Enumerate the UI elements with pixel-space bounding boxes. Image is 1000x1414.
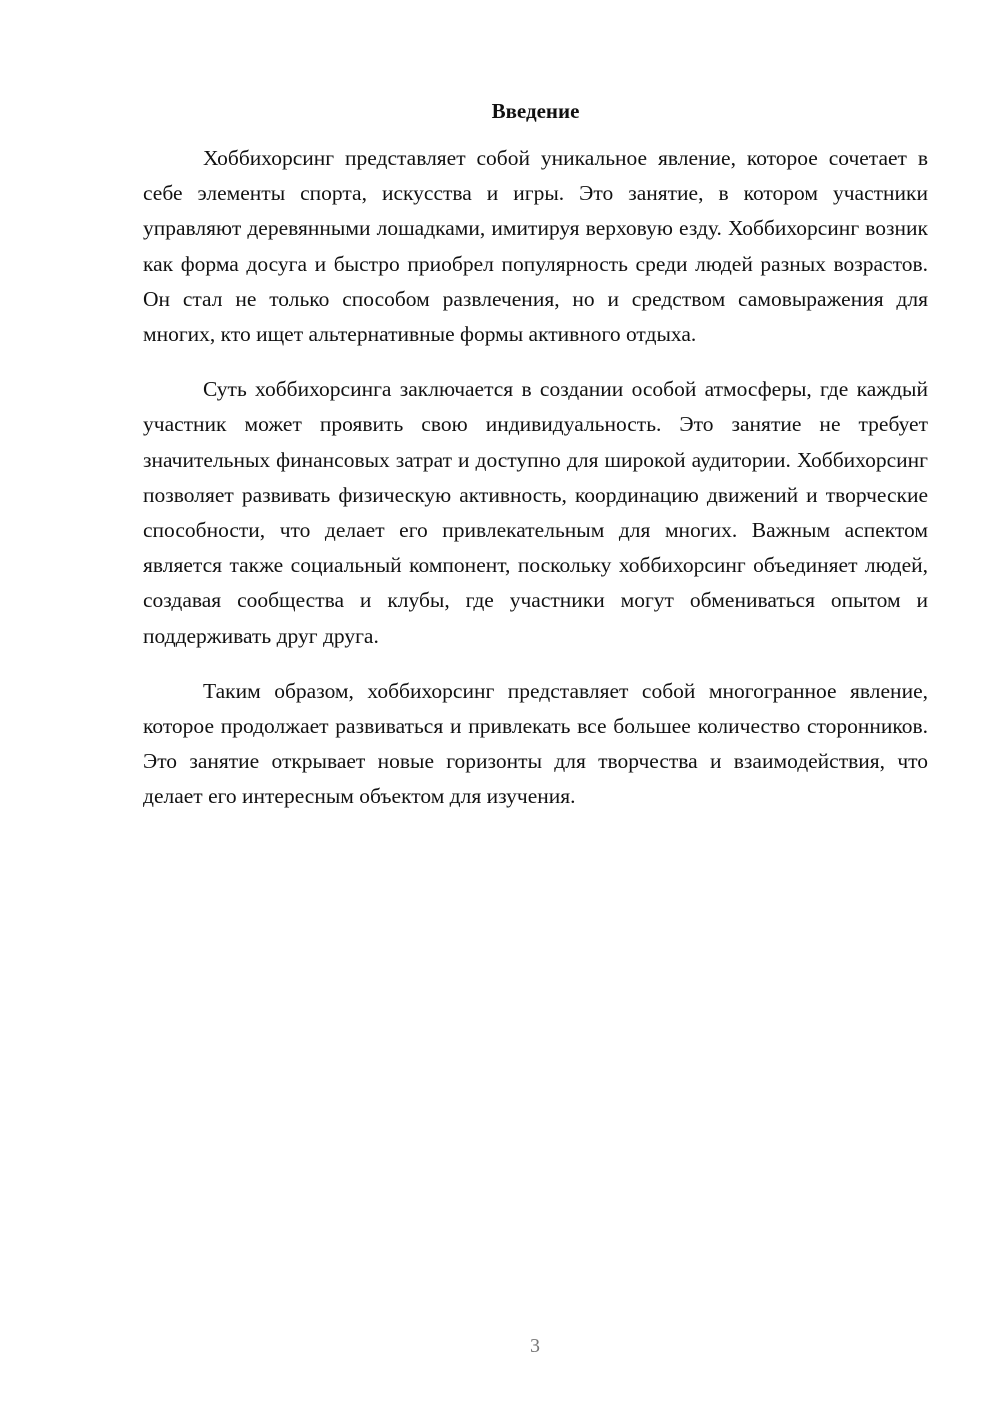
paragraph-essence: Суть хоббихорсинга заключается в создании особой атмосферы, где каждый участник может проявить свою индивидуальность. Это занятие не требует значительных финансовых затрат и доступно для широкой аудитории. Хоббихорсинг позволяет развивать физическую активность, координацию движений и творческие способности, что делает его привлекательным для многих. Важным аспектом является также социальный компонент, поскольку хоббихорсинг объединяет людей, создавая сообщества и клубы, где участники могут обмениваться опытом и поддерживать друг друга. <box>143 377 928 648</box>
page-number: 3 <box>530 1335 540 1357</box>
paragraph-conclusion: Таким образом, хоббихорсинг представляет собой многогранное явление, которое продолжает развиваться и привлекать все большее количество сторонников. Это занятие открывает новые горизонты для творчества и взаимодействия, что делает его интересным объектом для изучения. <box>143 678 928 809</box>
page-content <box>143 96 928 835</box>
section-title: Введение <box>491 99 580 123</box>
paragraph-intro: Хоббихорсинг представляет собой уникальное явление, которое сочетает в себе элементы спорта, искусства и игры. Это занятие, в котором участники управляют деревянными лошадками, имитируя верховую езду. Хоббихорсинг возник как форма досуга и быстро приобрел популярность среди людей разных возрастов. Он стал не только способом развлечения, но и средством самовыражения для многих, кто ищет альтернативные формы активного отдыха. <box>143 146 928 347</box>
